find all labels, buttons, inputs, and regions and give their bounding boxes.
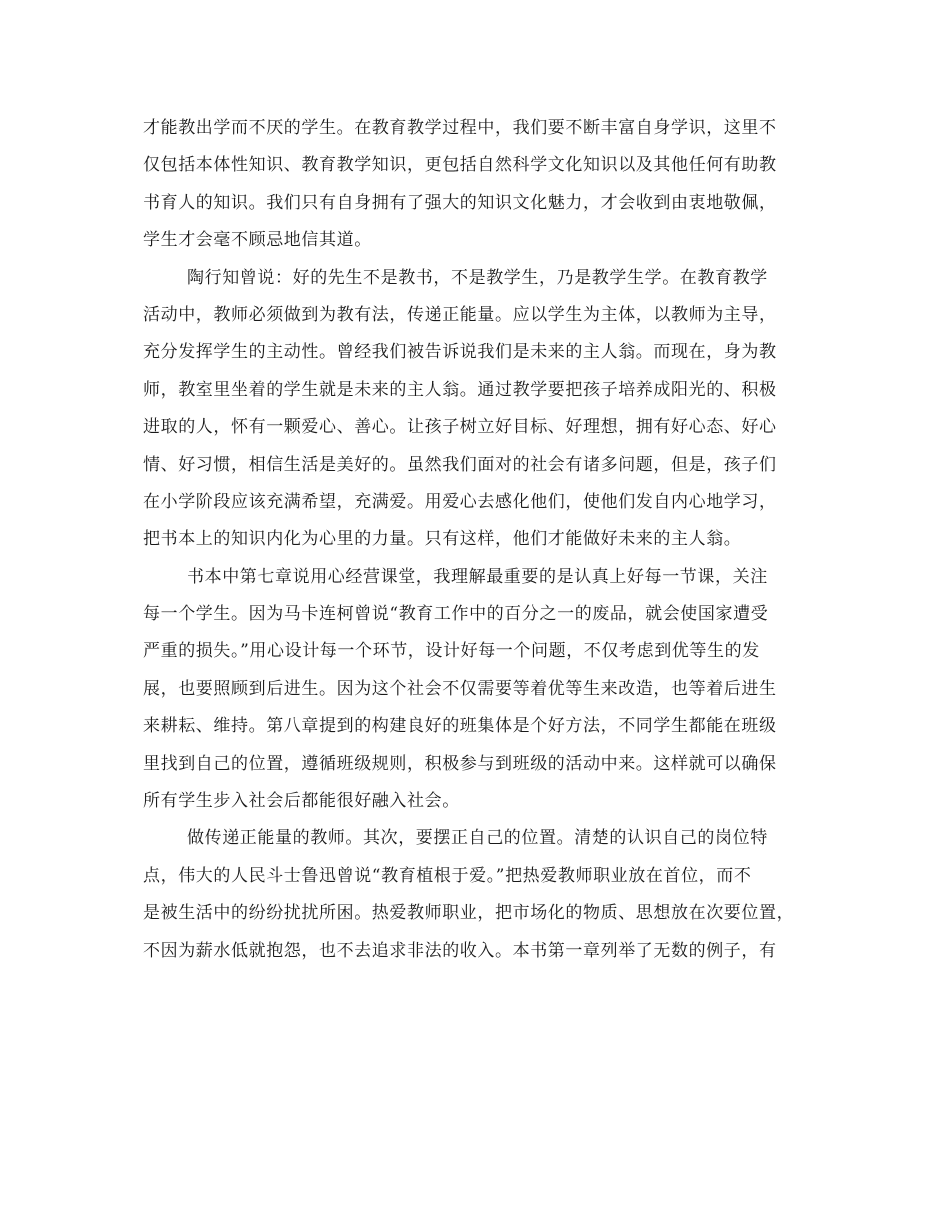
text-line: 做传递正能量的教师。其次，要摆正自己的位置。清楚的认识自己的岗位特	[187, 828, 768, 849]
text-line: 充分发挥学生的主动性。曾经我们被告诉说我们是未来的主人翁。而现在，身为教	[143, 342, 777, 363]
text-line: 学生才会毫不顾忌地信其道。	[143, 230, 372, 251]
text-line: 不因为薪水低就抱怨，也不去追求非法的收入。本书第一章列举了无数的例子，有	[143, 940, 777, 961]
text-line: 活动中，教师必须做到为教有法，传递正能量。应以学生为主体，以教师为主导，	[143, 304, 777, 325]
paragraph-2	[143, 260, 823, 559]
text-line: 把书本上的知识内化为心里的力量。只有这样，他们才能做好未来的主人翁。	[143, 529, 742, 550]
paragraph-4	[143, 820, 823, 970]
text-line: 书育人的知识。我们只有自身拥有了强大的知识文化魅力，才会收到由衷地敬佩，	[143, 192, 777, 213]
text-line: 严重的损失。”用心设计每一个环节，设计好每一个问题，不仅考虑到优等生的发	[143, 641, 760, 662]
text-line: 里找到自己的位置，遵循班级规则，积极参与到班级的活动中来。这样就可以确保	[143, 753, 777, 774]
text-line: 在小学阶段应该充满希望，充满爱。用爱心去感化他们，使他们发自内心地学习，	[143, 491, 777, 512]
text-line: 仅包括本体性知识、教育教学知识，更包括自然科学文化知识以及其他任何有助教	[143, 155, 777, 176]
text-line: 所有学生步入社会后都能很好融入社会。	[143, 791, 460, 812]
text-line: 来耕耘、维持。第八章提到的构建良好的班集体是个好方法，不同学生都能在班级	[143, 716, 777, 737]
text-line: 陶行知曾说：好的先生不是教书，不是教学生，乃是教学生学。在教育教学	[187, 267, 768, 288]
paragraph-3	[143, 559, 823, 821]
text-line: 每一个学生。因为马卡连柯曾说“教育工作中的百分之一的废品，就会使国家遭受	[143, 604, 769, 625]
text-line: 情、好习惯，相信生活是美好的。虽然我们面对的社会有诸多问题，但是，孩子们	[143, 454, 777, 475]
text-line: 展，也要照顾到后进生。因为这个社会不仅需要等着优等生来改造，也等着后进生	[143, 678, 777, 699]
text-line: 进取的人，怀有一颗爱心、善心。让孩子树立好目标、好理想，拥有好心态、好心	[143, 417, 777, 438]
paragraph-1	[143, 110, 823, 260]
document-body	[143, 110, 823, 970]
text-line: 才能教出学而不厌的学生。在教育教学过程中，我们要不断丰富自身学识，这里不	[143, 118, 777, 138]
text-line: 点，伟大的人民斗士鲁迅曾说“教育植根于爱。”把热爱教师职业放在首位，而不	[143, 865, 752, 886]
text-line: 师，教室里坐着的学生就是未来的主人翁。通过教学要把孩子培养成阳光的、积极	[143, 379, 777, 400]
text-line: 是被生活中的纷纷扰扰所困。热爱教师职业，把市场化的物质、思想放在次要位置，	[143, 903, 795, 924]
text-line: 书本中第七章说用心经营课堂，我理解最重要的是认真上好每一节课，关注	[187, 566, 768, 587]
